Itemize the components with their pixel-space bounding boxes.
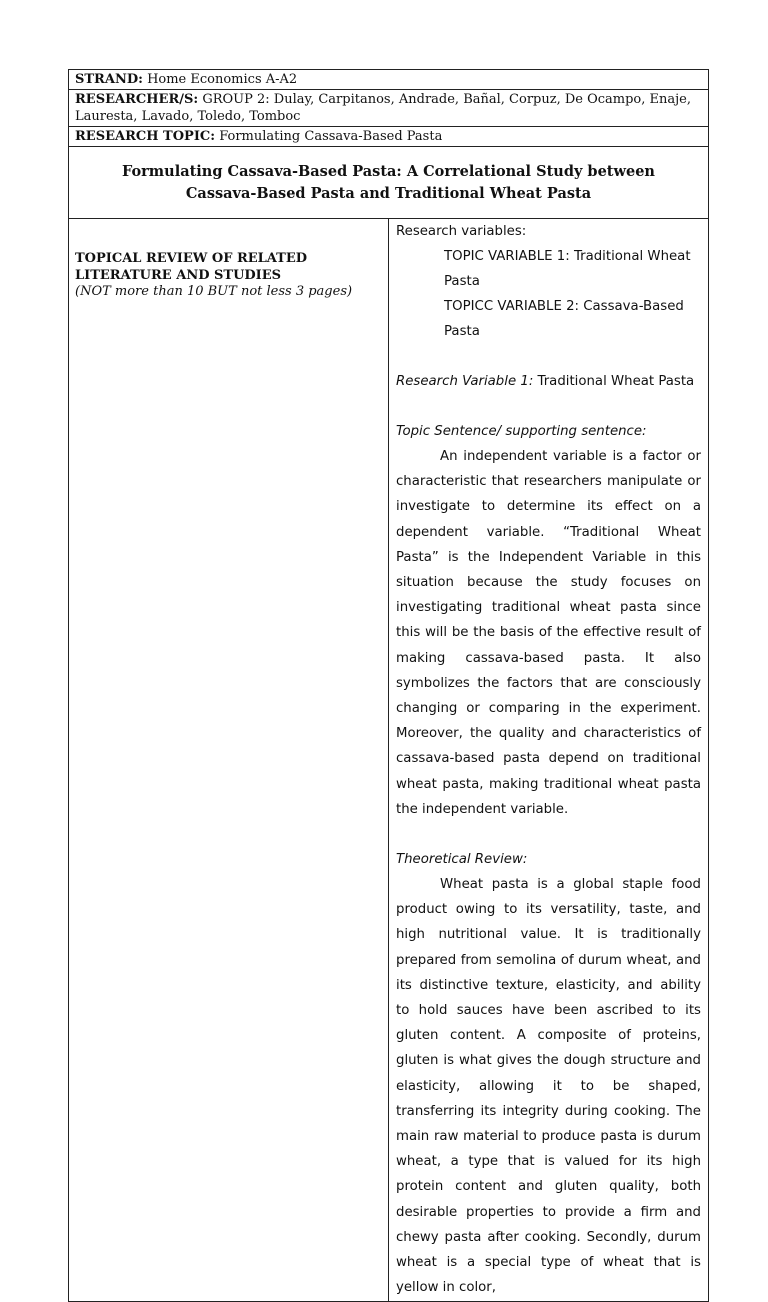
research-variable-1-label: Research Variable 1: (396, 374, 534, 389)
research-variables-label: Research variables: (396, 224, 527, 239)
research-variable-1 (396, 369, 701, 394)
topic-row (69, 127, 709, 147)
spacer (396, 394, 701, 419)
researchers-label: RESEARCHER/S: (75, 92, 199, 107)
left-column (69, 219, 389, 1302)
form-table (68, 69, 709, 1302)
research-variable-1-value: Traditional Wheat Pasta (537, 374, 695, 389)
paragraph-independent-variable (396, 444, 701, 822)
strand-value: Home Economics A-A2 (147, 72, 298, 87)
spacer (396, 822, 701, 847)
title-line-1: Formulating Cassava-Based Pasta: A Correlational Study between (122, 162, 655, 180)
researchers-value: GROUP 2: Dulay, Carpitanos, Andrade, Bañal, Corpuz, De Ocampo, Enaje, Lauresta, Lavado, Toledo, Tomboc (75, 92, 691, 124)
paragraph-1-text: An independent variable is a factor or characteristic that researchers manipulate or investigate to determine its effect on a dependent variable. “Traditional Wheat Pasta” is the Independent Variable in this situation because the study focuses on investigating traditional wheat pasta since this will be the basis of the effective result of making cassava-based pasta. It also symbolizes the factors that are consciously changing or comparing in the experiment. Moreover, the quality and characteristics of cassava-based pasta depend on traditional wheat pasta, making traditional wheat pasta the independent variable. (396, 449, 701, 817)
researchers-row (69, 90, 709, 127)
document-title (69, 157, 708, 209)
strand-label: STRAND: (75, 72, 143, 87)
spacer (396, 344, 701, 369)
title-row (69, 147, 709, 219)
section-heading: TOPICAL REVIEW OF RELATED LITERATURE AND STUDIES (75, 251, 308, 283)
topic-label: RESEARCH TOPIC: (75, 129, 216, 144)
research-form (68, 69, 709, 1302)
topic-variable-2: TOPICC VARIABLE 2: Cassava-Based Pasta (444, 299, 684, 339)
paragraph-theoretical-review (396, 872, 701, 1300)
right-column (389, 219, 709, 1302)
theoretical-review-label: Theoretical Review: (396, 852, 528, 868)
topic-value: Formulating Cassava-Based Pasta (219, 129, 443, 144)
paragraph-2-text: Wheat pasta is a global staple food product owing to its versatility, taste, and high nutritional value. It is traditionally prepared from semolina of durum wheat, and its distinctive texture, elasticity, and ability to hold sauces have been ascribed to its gluten content. A composite of proteins, gluten is what gives the dough structure and elasticity, allowing it to be shaped, transferring its integrity during cooking. The main raw material to produce pasta is durum wheat, a type that is valued for its high protein content and gluten quality, both desirable properties to provide a firm and chewy pasta after cooking. Secondly, durum wheat is a special type of wheat that is yellow in color, (396, 877, 701, 1296)
title-line-2: Cassava-Based Pasta and Traditional Wheat Pasta (185, 184, 592, 202)
page-requirement-note: (NOT more than 10 BUT not less 3 pages) (75, 284, 353, 299)
topic-variable-1: TOPIC VARIABLE 1: Traditional Wheat Pasta (444, 249, 691, 289)
topic-sentence-label: Topic Sentence/ supporting sentence: (396, 424, 647, 439)
strand-row (69, 70, 709, 90)
